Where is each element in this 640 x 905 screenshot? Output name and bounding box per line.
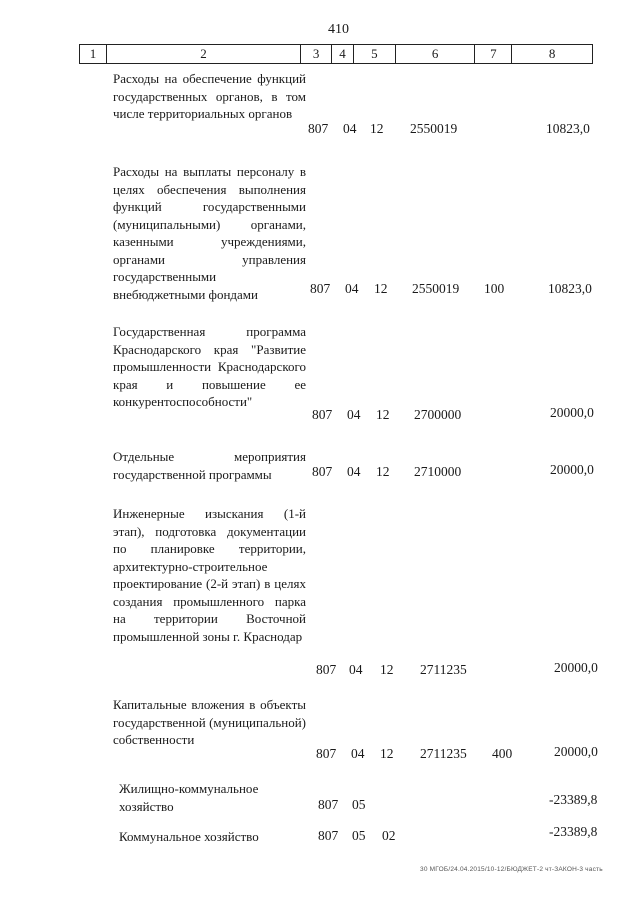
row-col8: 20000,0 (554, 744, 598, 759)
row-col3: 807 (316, 746, 337, 761)
row-col5: 12 (380, 662, 394, 677)
row-description: Расходы на выплаты персоналу в целях обеспечения выполнения функций государственными (муниципальными) органами, казенными учреждениями, органами управления государственными внебюджетными фондами (113, 164, 306, 302)
row-col5: 12 (374, 281, 388, 296)
header-col-6: 6 (396, 45, 476, 63)
row-col5: 12 (376, 407, 390, 422)
row-col3: 807 (310, 281, 331, 296)
row-col3: 807 (312, 407, 333, 422)
table-header (79, 44, 593, 64)
row-col6: 2710000 (414, 464, 462, 479)
row-col6: 2700000 (414, 407, 462, 422)
row-col8: -23389,8 (549, 824, 598, 839)
row-col3: 807 (312, 464, 333, 479)
row-col3: 807 (318, 797, 339, 812)
row-col3: 807 (316, 662, 337, 677)
row-col6: 2550019 (412, 281, 460, 296)
row-col3: 807 (308, 121, 329, 136)
header-col-2: 2 (107, 45, 301, 63)
row-col8: 20000,0 (550, 405, 594, 420)
header-col-1: 1 (80, 45, 107, 63)
row-col4: 04 (343, 121, 357, 136)
row-description: Коммунальное хозяйство (119, 829, 259, 844)
row-col5: 12 (380, 746, 394, 761)
row-description: Государственная программа Краснодарского края "Развитие промышленности Краснодарского края и повышение ее конкурентоспособности" (113, 324, 306, 409)
header-col-7: 7 (475, 45, 512, 63)
row-description: Жилищно-коммунальное хозяйство (119, 781, 259, 814)
row-col3: 807 (318, 828, 339, 843)
row-col7: 100 (484, 281, 505, 296)
row-col6: 2550019 (410, 121, 458, 136)
row-col8: -23389,8 (549, 792, 598, 807)
row-col4: 04 (345, 281, 359, 296)
header-col-5: 5 (354, 45, 396, 63)
row-col6: 2711235 (420, 746, 467, 761)
row-col4: 04 (351, 746, 365, 761)
row-col4: 04 (349, 662, 363, 677)
row-col5: 12 (376, 464, 390, 479)
header-col-4: 4 (332, 45, 354, 63)
row-col5: 02 (382, 828, 396, 843)
row-description: Расходы на обеспечение функций государственных органов, в том числе территориальных органов (113, 71, 306, 121)
row-col4: 04 (347, 407, 361, 422)
row-description: Капитальные вложения в объекты государственной (муниципальной) собственности (113, 697, 306, 747)
row-col4: 05 (352, 797, 366, 812)
document-footer: 30 МГОБ/24.04.2015/10-12/БЮДЖЕТ-2 чт-ЗАКОН-3 часть (420, 866, 603, 873)
row-col7: 400 (492, 746, 513, 761)
row-col8: 20000,0 (554, 660, 598, 675)
row-col4: 04 (347, 464, 361, 479)
row-col4: 05 (352, 828, 366, 843)
row-col8: 10823,0 (548, 281, 592, 296)
row-col8: 20000,0 (550, 462, 594, 477)
header-col-3: 3 (301, 45, 332, 63)
row-col5: 12 (370, 121, 384, 136)
page-number: 410 (328, 22, 349, 37)
row-description: Инженерные изыскания (1-й этап), подготовка документации по планировке территории, архитектурно-строительное проектирование (2-й этап) в целях создания промышленного парка на территории Восточной промышленной зоны г. Краснодар (113, 506, 306, 644)
row-col6: 2711235 (420, 662, 467, 677)
row-col8: 10823,0 (546, 121, 590, 136)
row-description: Отдельные мероприятия государственной программы (113, 449, 306, 482)
header-col-8: 8 (548, 46, 556, 61)
